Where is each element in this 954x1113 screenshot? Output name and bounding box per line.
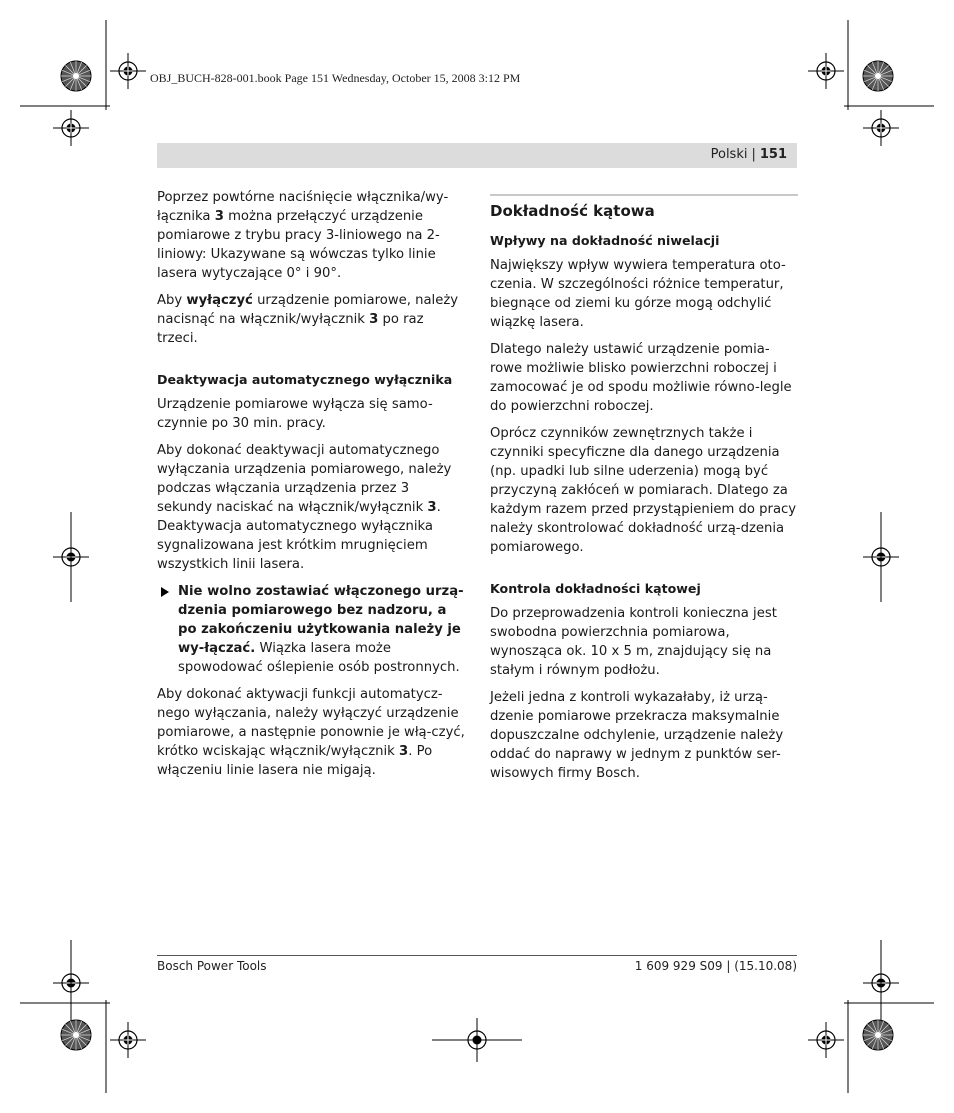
warning-text: Wiązka lasera może spowodować oślepienie osób postronnych. <box>178 641 460 675</box>
paragraph: Do przeprowadzenia kontroli konieczna jest swobodna powierzchnia pomiarowa, wynosząca ok. 10 x 5 m, znajdujący się na stałym i równym podłożu. <box>490 606 777 678</box>
text-run: można przełączyć urządzenie pomiarowe z trybu pracy 3-liniowego na 2-liniowy: Ukazywane są wówczas tylko linie lasera wytyczające 0° i 90°. <box>157 209 440 281</box>
subheading-influences: Wpływy na dokładność niwelacji <box>490 233 720 248</box>
footer-rule <box>157 955 797 956</box>
header-language: Polski <box>710 147 748 162</box>
paragraph: Oprócz czynników zewnętrznych także i czynniki specyficzne dla danego urządzenia (np. upadki lub silne uderzenia) mogą być przyczyną zakłóceń w pomiarach. Dlatego za każdym razem przed przystąpieniem do pracy należy skontrolować dokładność urzą-dzenia pomiarowego. <box>490 426 797 555</box>
paragraph <box>157 685 467 780</box>
paragraph <box>157 441 467 574</box>
paragraph: Dlatego należy ustawić urządzenie pomia-rowe możliwie blisko powierzchni roboczej i zamocować je od spodu możliwie równo-legle do powierzchni roboczej. <box>490 342 792 414</box>
subheading-accuracy-check: Kontrola dokładności kątowej <box>490 581 701 596</box>
text-run-bold: 3 <box>399 744 409 759</box>
text-run: Aby dokonać aktywacji funkcji automatycz-nego wyłączania, należy wyłączyć urządzenie pomiarowe, a następnie ponownie je włą-czyć, krótko wciskając włącznik/wyłącznik <box>157 687 465 759</box>
page-number: 151 <box>759 147 787 162</box>
text-run-bold: 3 <box>214 209 224 224</box>
text-run: urządzenie pomiarowe, należy nacisnąć na włącznik/wyłącznik <box>157 293 459 327</box>
warning-bold-text: Nie wolno zostawiać włączonego urzą-dzenia pomiarowego bez nadzoru, a po zakończeniu użytkowania należy je wy-łączać. <box>178 584 464 656</box>
section-heading-deactivation: Deaktywacja automatycznego wyłącznika <box>157 372 453 387</box>
text-run: Aby <box>157 293 187 308</box>
file-slug: OBJ_BUCH-828-001.book Page 151 Wednesday, October 15, 2008 3:12 PM <box>150 71 521 85</box>
right-column <box>490 194 798 791</box>
text-run: . Deaktywacja automatycznego wyłącznika sygnalizowana jest krótkim mrugnięciem wszystkich linii lasera. <box>157 500 441 572</box>
header-text <box>711 147 787 162</box>
paragraph: Największy wpływ wywiera temperatura oto-czenia. W szczególności różnice temperatur, biegnące od ziemi ku górze mogą odchylić wiązkę lasera. <box>490 258 786 330</box>
text-run: . Po włączeniu linie lasera nie migają. <box>157 744 433 778</box>
left-column <box>157 188 467 788</box>
text-run: Poprzez powtórne naciśnięcie włącznika/wy-łącznika <box>157 190 449 224</box>
section-heading-angular-accuracy: Dokładność kątowa <box>490 202 655 220</box>
triangle-bullet-icon <box>161 587 169 597</box>
text-run: Aby dokonać deaktywacji automatycznego wyłączania urządzenia pomiarowego, należy podczas włączania urządzenia przez 3 sekundy naciskać na włącznik/wyłącznik <box>157 443 452 515</box>
footer-doc-number: 1 609 929 S09 | (15.10.08) <box>634 959 797 973</box>
paragraph <box>157 188 467 283</box>
text-run-bold: 3 <box>369 312 379 327</box>
warning-item <box>157 582 467 677</box>
paragraph <box>157 291 467 348</box>
page-header <box>157 143 797 168</box>
text-run-bold: 3 <box>427 500 437 515</box>
text-run-bold: wyłączyć <box>186 293 253 308</box>
header-separator: | <box>751 147 756 162</box>
paragraph: Urządzenie pomiarowe wyłącza się samo-czynnie po 30 min. pracy. <box>157 397 433 431</box>
footer-brand: Bosch Power Tools <box>157 959 267 973</box>
paragraph: Jeżeli jedna z kontroli wykazałaby, iż urzą-dzenie pomiarowe przekracza maksymalnie dopuszczalne odchylenie, urządzenie należy oddać do naprawy w jednym z punktów ser-wisowych firmy Bosch. <box>490 690 784 781</box>
text-run: po raz trzeci. <box>157 312 424 346</box>
